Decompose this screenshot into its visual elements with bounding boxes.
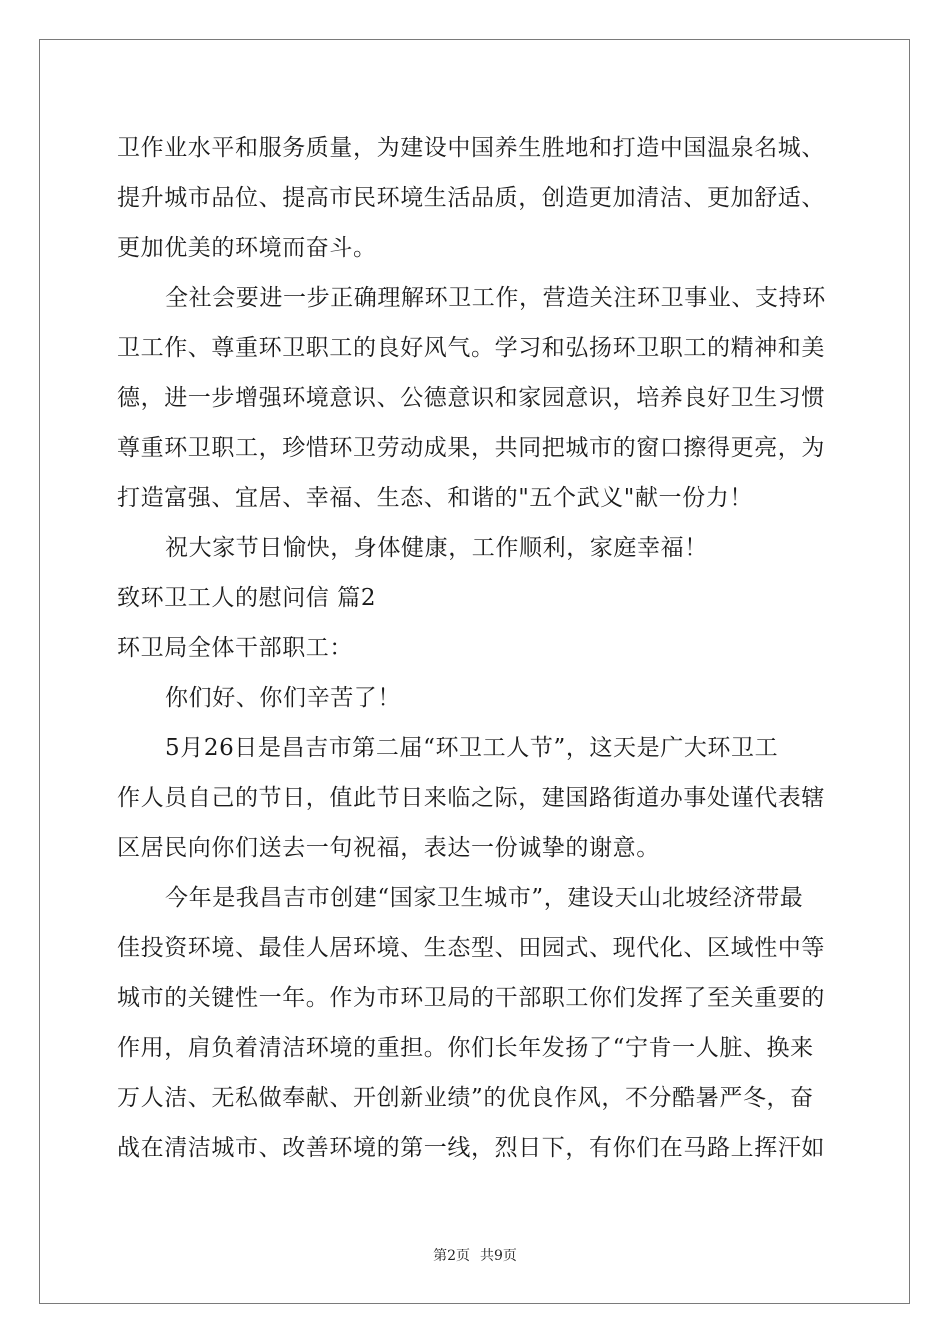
text-line: 尊重环卫职工，珍惜环卫劳动成果，共同把城市的窗口擦得更亮，为 bbox=[117, 435, 825, 461]
paragraph-start: 全社会要进一步正确理解环卫工作，营造关注环卫事业、支持环 bbox=[165, 285, 826, 311]
text-line: 提升城市品位、提高市民环境生活品质，创造更加清洁、更加舒适、 bbox=[117, 185, 825, 211]
paragraph-start: 今年是我昌吉市创建“国家卫生城市”，建设天山北坡经济带最 bbox=[165, 885, 804, 911]
closing-greeting: 祝大家节日愉快，身体健康，工作顺利，家庭幸福！ bbox=[165, 535, 708, 561]
page-number: 第2页 bbox=[433, 1248, 470, 1264]
text-line: 卫作业水平和服务质量，为建设中国养生胜地和打造中国温泉名城、 bbox=[117, 135, 825, 161]
page-footer bbox=[0, 1247, 950, 1265]
text-line: 卫工作、尊重环卫职工的良好风气。学习和弘扬环卫职工的精神和美 bbox=[117, 335, 825, 361]
text-line: 打造富强、宜居、幸福、生态、和谐的"五个武义"献一份力！ bbox=[117, 485, 753, 511]
greeting: 你们好、你们辛苦了！ bbox=[165, 685, 401, 711]
text-line: 万人洁、无私做奉献、开创新业绩”的优良作风，不分酷暑严冬，奋 bbox=[117, 1085, 814, 1111]
text-line: 战在清洁城市、改善环境的第一线，烈日下，有你们在马路上挥汗如 bbox=[117, 1135, 825, 1161]
text-line: 城市的关键性一年。作为市环卫局的干部职工你们发挥了至关重要的 bbox=[117, 985, 825, 1011]
text-line: 德，进一步增强环境意识、公德意识和家园意识，培养良好卫生习惯 bbox=[117, 385, 825, 411]
salutation: 环卫局全体干部职工： bbox=[117, 635, 353, 661]
text-line: 更加优美的环境而奋斗。 bbox=[117, 235, 377, 261]
text-line: 作用，肩负着清洁环境的重担。你们长年发扬了“宁肯一人脏、换来 bbox=[117, 1035, 814, 1061]
paragraph-start: 5月26日是昌吉市第二届“环卫工人节”，这天是广大环卫工 bbox=[165, 735, 779, 761]
text-line: 作人员自己的节日，值此节日来临之际，建国路街道办事处谨代表辖 bbox=[117, 785, 825, 811]
section-title: 致环卫工人的慰问信 篇2 bbox=[117, 585, 377, 611]
text-line: 佳投资环境、最佳人居环境、生态型、田园式、现代化、区域性中等 bbox=[117, 935, 825, 961]
page-border bbox=[39, 39, 910, 1304]
page-total: 共9页 bbox=[480, 1248, 517, 1264]
text-line: 区居民向你们送去一句祝福，表达一份诚挚的谢意。 bbox=[117, 835, 660, 861]
